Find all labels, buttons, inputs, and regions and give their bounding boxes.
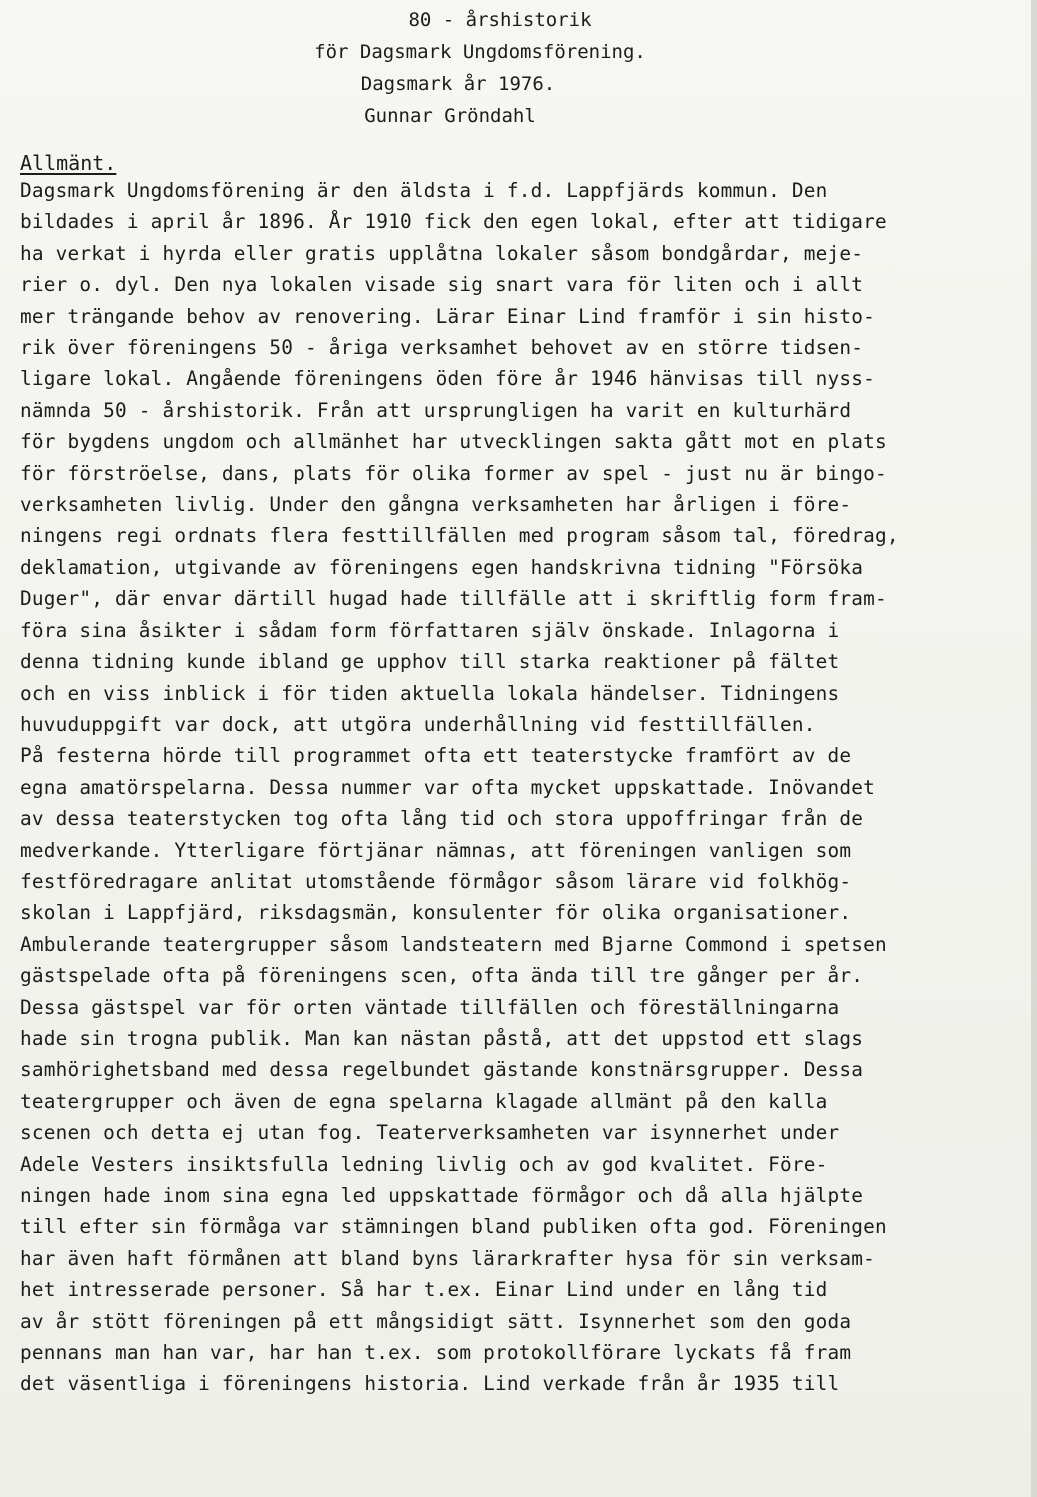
text-line: ligare lokal. Angående föreningens öden före år 1946 hänvisas till nyss- [20, 367, 875, 391]
text-line: skolan i Lappfjärd, riksdagsmän, konsulenter för olika organisationer. [20, 901, 852, 925]
text-line: Adele Vesters insiktsfulla ledning livlig och av god kvalitet. Före- [20, 1152, 828, 1176]
text-line: bildades i april år 1896. År 1910 fick den egen lokal, efter att tidigare [20, 210, 887, 234]
document-place-year: Dagsmark år 1976. [360, 73, 556, 95]
section-heading: Allmänt. [20, 151, 117, 175]
text-line: till efter sin förmåga var stämningen bland publiken ofta god. Föreningen [20, 1215, 887, 1239]
text-line: föra sina åsikter i sådam form författaren själv önskade. Inlagorna i [20, 618, 840, 642]
text-line: rik över föreningens 50 - åriga verksamhet behovet av en större tidsen- [20, 336, 864, 360]
text-line: pennans man han var, har han t.ex. som protokollförare lyckats få fram [20, 1341, 852, 1365]
body-text [20, 175, 1020, 1400]
text-line: det väsentliga i föreningens historia. Lind verkade från år 1935 till [20, 1372, 840, 1396]
text-line: ha verkat i hyrda eller gratis upplåtna lokaler såsom bondgårdar, meje- [20, 241, 864, 265]
text-line: nämnda 50 - årshistorik. Från att ursprungligen ha varit en kulturhärd [20, 398, 852, 422]
text-line: Duger", där envar därtill hugad hade tillfälle att i skriftlig form fram- [20, 587, 887, 611]
document-author: Gunnar Gröndahl [364, 105, 536, 127]
text-line: teatergrupper och även de egna spelarna klagade allmänt på den kalla [20, 1089, 828, 1113]
document-title: 80 - årshistorik [408, 9, 592, 31]
document-subtitle: för Dagsmark Ungdomsförening. [314, 41, 646, 63]
text-line: för bygdens ungdom och allmänhet har utvecklingen sakta gått mot en plats [20, 430, 887, 454]
text-line: Dessa gästspel var för orten väntade tillfällen och föreställningarna [20, 995, 840, 1019]
text-line: huvuduppgift var dock, att utgöra underhållning vid festtillfällen. [20, 712, 816, 736]
text-line: het intresserade personer. Så har t.ex. Einar Lind under en lång tid [20, 1278, 828, 1302]
text-line: av år stött föreningen på ett mångsidigt sätt. Isynnerhet som den goda [20, 1309, 852, 1333]
text-line: denna tidning kunde ibland ge upphov till starka reaktioner på fältet [20, 650, 840, 674]
text-line: Ambulerande teatergrupper såsom landsteatern med Bjarne Commond i spetsen [20, 932, 887, 956]
text-line: och en viss inblick i för tiden aktuella lokala händelser. Tidningens [20, 681, 840, 705]
text-line: av dessa teaterstycken tog ofta lång tid och stora uppoffringar från de [20, 807, 864, 831]
text-line: gästspelade ofta på föreningens scen, ofta ända till tre gånger per år. [20, 964, 864, 988]
text-line: rier o. dyl. Den nya lokalen visade sig snart vara för liten och i allt [20, 273, 864, 297]
text-line: festföredragare anlitat utomstående förmågor såsom lärare vid folkhög- [20, 869, 852, 893]
text-line: hade sin trogna publik. Man kan nästan påstå, att det uppstod ett slags [20, 1026, 864, 1050]
text-line: medverkande. Ytterligare förtjänar nämnas, att föreningen vanligen som [20, 838, 852, 862]
text-line: På festerna hörde till programmet ofta ett teaterstycke framfört av de [20, 744, 852, 768]
text-line: för förströelse, dans, plats för olika former av spel - just nu är bingo- [20, 461, 887, 485]
text-line: Dagsmark Ungdomsförening är den äldsta i f.d. Lappfjärds kommun. Den [20, 179, 828, 202]
text-line: samhörighetsband med dessa regelbundet gästande konstnärsgrupper. Dessa [20, 1058, 864, 1082]
text-line: mer trängande behov av renovering. Lärar Einar Lind framför i sin histo- [20, 304, 875, 328]
text-line: egna amatörspelarna. Dessa nummer var ofta mycket uppskattade. Inövandet [20, 775, 875, 799]
text-line: har även haft förmånen att bland byns lärarkrafter hysa för sin verksam- [20, 1246, 875, 1270]
document-header [0, 4, 1000, 132]
text-line: ningen hade inom sina egna led uppskattade förmågor och då alla hjälpte [20, 1184, 864, 1207]
text-line: scenen och detta ej utan fog. Teaterverksamheten var isynnerhet under [20, 1121, 840, 1145]
text-line: verksamheten livlig. Under den gångna verksamheten har årligen i före- [20, 493, 852, 517]
text-line: ningens regi ordnats flera festtillfällen med program såsom tal, föredrag, [20, 524, 899, 548]
text-line: deklamation, utgivande av föreningens egen handskrivna tidning "Försöka [20, 555, 864, 579]
